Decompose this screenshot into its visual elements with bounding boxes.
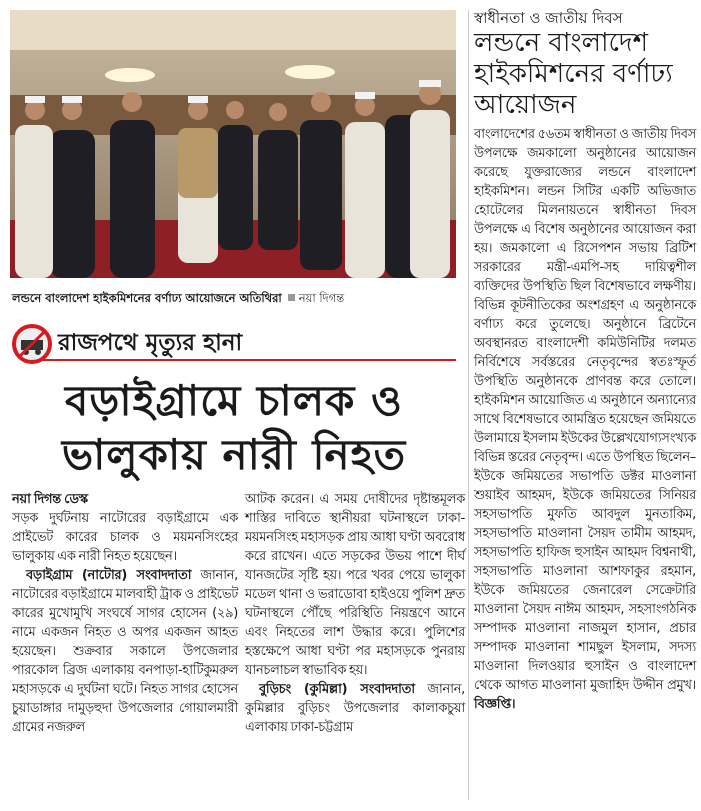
paragraph-baraigram: [12, 566, 238, 737]
paragraph-bhaluka: আটক করেন। এ সময় দোষীদের দৃষ্টান্তমূলক শাস্তির দাবিতে স্থানীয়রা ঘটনাস্থলে ঢাকা-ময়মনসিংহ মহাসড়ক প্রায় আধা ঘণ্টা অবরোধ করে রাখেন। এতে সড়কের উভয় পাশে দীর্ঘ যানজটের সৃষ্টি হয়। পরে খবর পেয়ে ভালুকা মডেল থানা ও ভরাডোবা হাইওয়ে পুলিশ দ্রুত ঘটনাস্থলে পৌঁছে পরিস্থিতি নিয়ন্ত্রণে আনে এবং নিহতের লাশ উদ্ধার করে। পুলিশের হস্তক্ষেপে আধা ঘণ্টা পর মহাসড়কে পুনরায় যানচলাচল স্বাভাবিক হয়।: [245, 492, 465, 678]
story-headline-london: লন্ডনে বাংলাদেশ হাইকমিশনের বর্ণাঢ্য আয়োজন: [474, 28, 673, 120]
caption-separator: [288, 294, 295, 301]
intro-paragraph: সড়ক দুর্ঘটনায় নাটোরের বড়াইগ্রামে এক প্রাইভেট কারের চালক ও ময়মনসিংহের ভালুকায় এক নারী নিহত হয়েছেন।: [12, 511, 238, 564]
caption-text: লন্ডনে বাংলাদেশ হাইকমিশনের বর্ণাঢ্য আয়োজনে অতিথিরা: [12, 291, 282, 305]
section-title: রাজপথে মৃত্যুর হানা: [58, 330, 243, 356]
paragraph-burichang: [245, 680, 465, 737]
body-text: বাংলাদেশের ৫৬তম স্বাধীনতা ও জাতীয় দিবস উপলক্ষে জমকালো অনুষ্ঠানের আয়োজন করেছে যুক্তরাজ্যের লন্ডনে বাংলাদেশ হাইকমিশন। লন্ডন সিটির একটি অভিজাত হোটেলের মিলনায়তনে স্বাধীনতা দিবস উপলক্ষে এ বিশেষ অনুষ্ঠানের আয়োজন করা হয়। জমকালো এ রিসেপশন সভায় ব্রিটিশ সরকারের মন্ত্রী-এমপি-সহ দায়িত্বশীল ব্যক্তিদের উপস্থিতি ছিল বিশেষভাবে লক্ষণীয়। বিভিন্ন কূটনীতিকের অংশগ্রহণ এ অনুষ্ঠানকে বর্ণাঢ্য করে তুলেছে। অনুষ্ঠানে ব্রিটেনে অবস্থানরত বাংলাদেশী কমিউনিটির দলমত নির্বিশেষে সর্বস্তরের নেতৃবৃন্দের স্বতঃস্ফূর্ত উপস্থিতি অনুষ্ঠানকে প্রাণবন্ত করে তোলে। হাইকমিশন আয়োজিত এ অনুষ্ঠানে অন্যান্যের সাথে বিশেষভাবে আমন্ত্রিত হয়েছেন জমিয়তে উলামায়ে ইসলাম ইউকের উল্লেখযোগ্যসংখ্যক বিভিন্ন স্তরের নেতৃবৃন্দ। এতে উপস্থিত ছিলেন– ইউকে জমিয়তের সভাপতি ডক্টর মাওলানা শুয়াইব আহমদ, ইউকে জমিয়তের সিনিয়র সহসভাপতি মুফতি আবদুল মুনতাকিম, সহসভাপতি মাওলানা সৈয়দ তামীম আহমদ, সহসভাপতি হাফিজ হুসাইন আহমদ বিশ্বনাথী, সহসভাপতি মাওলানা আশফাকুর রহমান, ইউকে জমিয়তের জেনারেল সেক্রেটারি মাওলানা সৈয়দ নাঈম আহমদ, সহসাংগঠনিক সম্পাদক মাওলানা নাজমুল হাসান, প্রচার সম্পাদক মাওলানা শামছুল ইসলাম, সদস্য মাওলানা দিলওয়ার হুসাইন ও বাংলাদেশ থেকে আগত মাওলানা মুজাহিদ উদ্দীন প্রমুখ।: [474, 127, 696, 693]
story-column-1: [12, 490, 238, 737]
story-headline: [12, 374, 456, 482]
headline-line-1: বড়াইগ্রামে চালক ও: [65, 376, 403, 425]
dateline-baraigram: বড়াইগ্রাম (নাটোর) সংবাদদাতা: [26, 568, 192, 583]
signoff: বিজ্ঞপ্তি।: [474, 697, 516, 712]
photo-credit: নয়া দিগন্ত: [298, 291, 345, 305]
paragraph-text: জানান, কুমিল্লার বুড়িচং উপজেলার কালাকচুয়া এলাকায় ঢাকা-চট্টগ্রাম: [245, 682, 465, 735]
paragraph-text: জানান, নাটোরের বড়াইগ্রামে মালবাহী ট্রাক ও প্রাইভেট কারের মুখোমুখি সংঘর্ষে সাগর হোসেন (২৯) নামে একজন নিহত ও অপর একজন আহত হয়েছেন। শুক্রবার সকালে উপজেলার পারকোল ব্রিজ এলাকায় বনপাড়া-হাটিকুমরুল মহাসড়কে এ দুর্ঘটনা ঘটে। নিহত সাগর হোসেন চুয়াডাঙ্গার দামুড়হুদা উপজেলার গোয়ালমারী গ্রামের নজরুল: [12, 568, 238, 735]
story-column-london: [474, 8, 696, 714]
headline-line-2: ভালুকায় নারী নিহত: [61, 430, 407, 479]
story-kicker: স্বাধীনতা ও জাতীয় দিবস: [474, 9, 623, 27]
road-accident-icon: [12, 324, 52, 364]
section-header: [12, 322, 456, 364]
event-photo: [10, 10, 456, 278]
column-divider: [468, 10, 469, 800]
story-column-2: [245, 490, 465, 737]
byline: নয়া দিগন্ত ডেস্ক: [12, 492, 88, 507]
photo-caption: [12, 290, 344, 309]
dateline-burichang: বুড়িচং (কুমিল্লা) সংবাদদাতা: [259, 682, 415, 697]
london-body: [474, 125, 696, 714]
